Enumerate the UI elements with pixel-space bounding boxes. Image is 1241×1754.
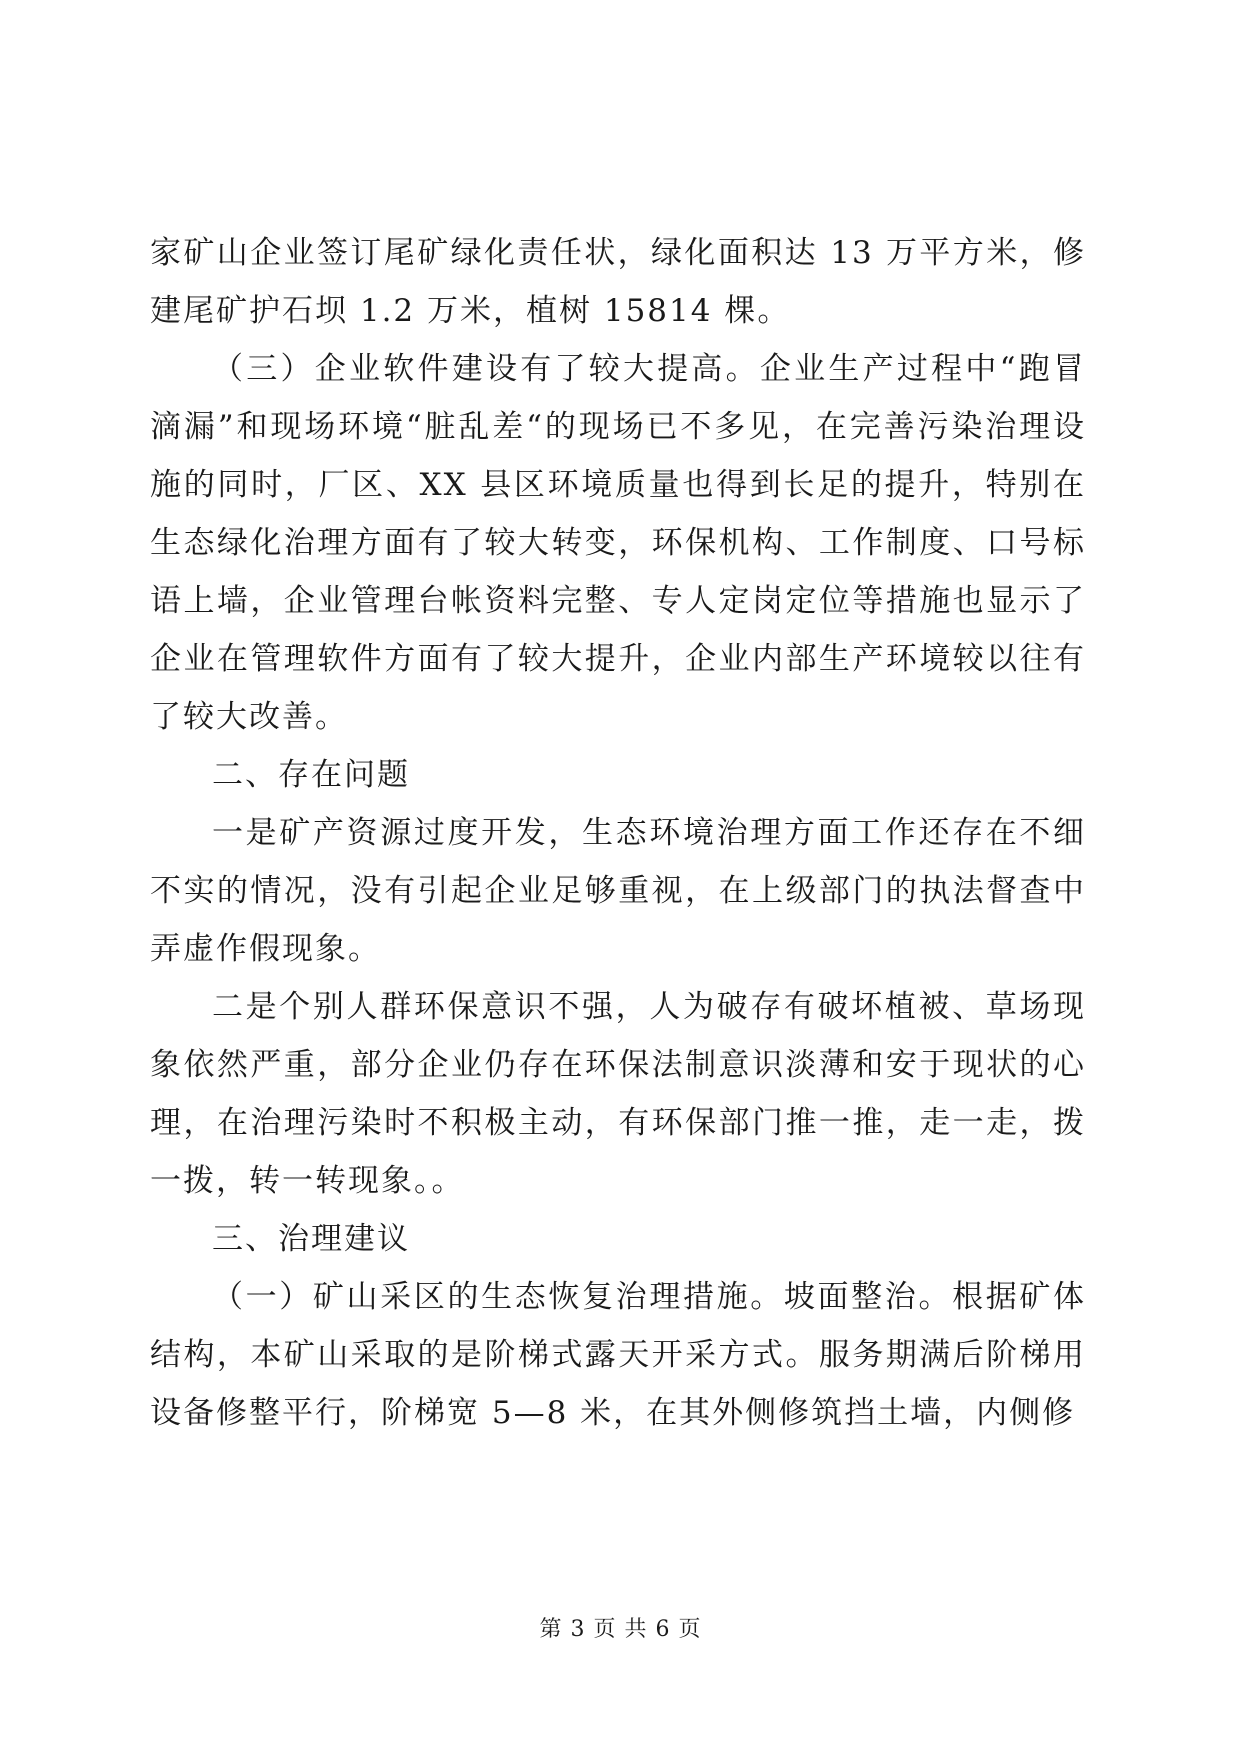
- section-heading-suggestions: 三、治理建议: [212, 1221, 410, 1257]
- paragraph-problem-two: 二是个别人群环保意识不强，人为破存有破坏植被、草场现象依然严重，部分企业仍存在环保法制意识淡薄和安于现状的心理，在治理污染时不积极主动，有环保部门推一推，走一走，拨一拨，转一转现象。。: [150, 989, 1086, 1199]
- paragraph-continuation: 家矿山企业签订尾矿绿化责任状，绿化面积达 13 万平方米，修建尾矿护石坝 1.2 万米，植树 15814 棵。: [150, 235, 1086, 329]
- document-body: [150, 224, 1086, 1442]
- section-heading-problems: 二、存在问题: [212, 757, 410, 793]
- paragraph-suggestion-one: （一）矿山采区的生态恢复治理措施。坡面整治。根据矿体结构，本矿山采取的是阶梯式露天开采方式。服务期满后阶梯用设备修整平行，阶梯宽 5—8 米，在其外侧修筑挡土墙，内侧修: [150, 1279, 1086, 1431]
- paragraph-problem-one: 一是矿产资源过度开发，生态环境治理方面工作还存在不细不实的情况，没有引起企业足够重视，在上级部门的执法督查中弄虚作假现象。: [150, 815, 1086, 967]
- page-number-footer: 第 3 页 共 6 页: [539, 1617, 702, 1642]
- paragraph-software-construction: （三）企业软件建设有了较大提高。企业生产过程中“跑冒滴漏”和现场环境“脏乱差“的现场已不多见，在完善污染治理设施的同时，厂区、XX 县区环境质量也得到长足的提升，特别在生态绿化治理方面有了较大转变，环保机构、工作制度、口号标语上墙，企业管理台帐资料完整、专人定岗定位等措施也显示了企业在管理软件方面有了较大提升，企业内部生产环境较以往有了较大改善。: [150, 351, 1086, 735]
